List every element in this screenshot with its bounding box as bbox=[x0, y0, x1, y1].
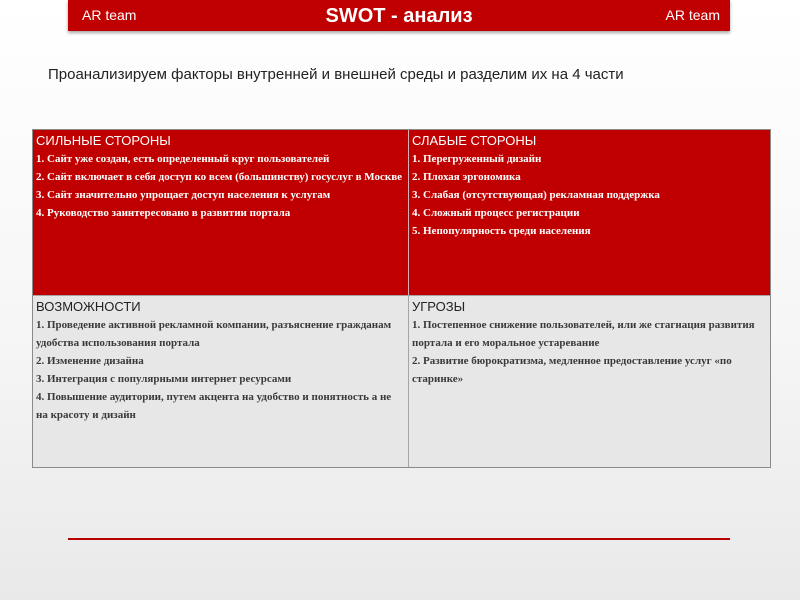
opportunities-item: 2. Изменение дизайна bbox=[36, 355, 144, 367]
team-label-right: AR team bbox=[665, 7, 720, 23]
threats-title: УГРОЗЫ bbox=[412, 299, 466, 314]
strengths-item: 1. Сайт уже создан, есть определенный круг пользователей bbox=[36, 153, 330, 165]
strengths-item: 4. Руководство заинтересовано в развитии портала bbox=[36, 207, 291, 219]
header-bar bbox=[68, 0, 730, 31]
threats-item: 1. Постепенное снижение пользователей, или же стагнация развития портала и его моральное устаревание bbox=[412, 319, 755, 349]
threats-item: 2. Развитие бюрократизма, медленное предоставление услуг «по старинке» bbox=[412, 355, 732, 385]
opportunities-item: 1. Проведение активной рекламной компании, разъяснение гражданам удобства использования портала bbox=[36, 319, 392, 349]
swot-table bbox=[32, 129, 771, 468]
strengths-title: СИЛЬНЫЕ СТОРОНЫ bbox=[36, 133, 171, 148]
intro-text: Проанализируем факторы внутренней и внешней среды и разделим их на 4 части bbox=[48, 66, 624, 83]
strengths-item: 2. Сайт включает в себя доступ ко всем (большинству) госуслуг в Москве bbox=[36, 171, 403, 183]
weaknesses-item: 2. Плохая эргономика bbox=[412, 171, 521, 183]
opportunities-item: 3. Интеграция с популярными интернет ресурсами bbox=[36, 373, 292, 385]
weaknesses-item: 5. Непопулярность среди населения bbox=[412, 225, 591, 237]
opportunities-cell bbox=[33, 295, 409, 467]
opportunities-item: 4. Повышение аудитории, путем акцента на удобство и понятность а не на красоту и дизайн bbox=[36, 391, 392, 421]
strengths-item: 3. Сайт значительно упрощает доступ населения к услугам bbox=[36, 189, 331, 201]
opportunities-title: ВОЗМОЖНОСТИ bbox=[36, 299, 141, 314]
strengths-cell bbox=[33, 130, 409, 295]
threats-cell bbox=[409, 295, 770, 467]
weaknesses-title: СЛАБЫЕ СТОРОНЫ bbox=[412, 133, 537, 148]
weaknesses-item: 4. Сложный процесс регистрации bbox=[412, 207, 580, 219]
weaknesses-cell bbox=[409, 130, 770, 295]
weaknesses-item: 3. Слабая (отсутствующая) рекламная поддержка bbox=[412, 189, 660, 201]
bottom-divider bbox=[68, 538, 730, 540]
slide-title: SWOT - анализ bbox=[325, 5, 473, 27]
weaknesses-item: 1. Перегруженный дизайн bbox=[412, 153, 542, 165]
team-label-left: AR team bbox=[82, 7, 137, 23]
